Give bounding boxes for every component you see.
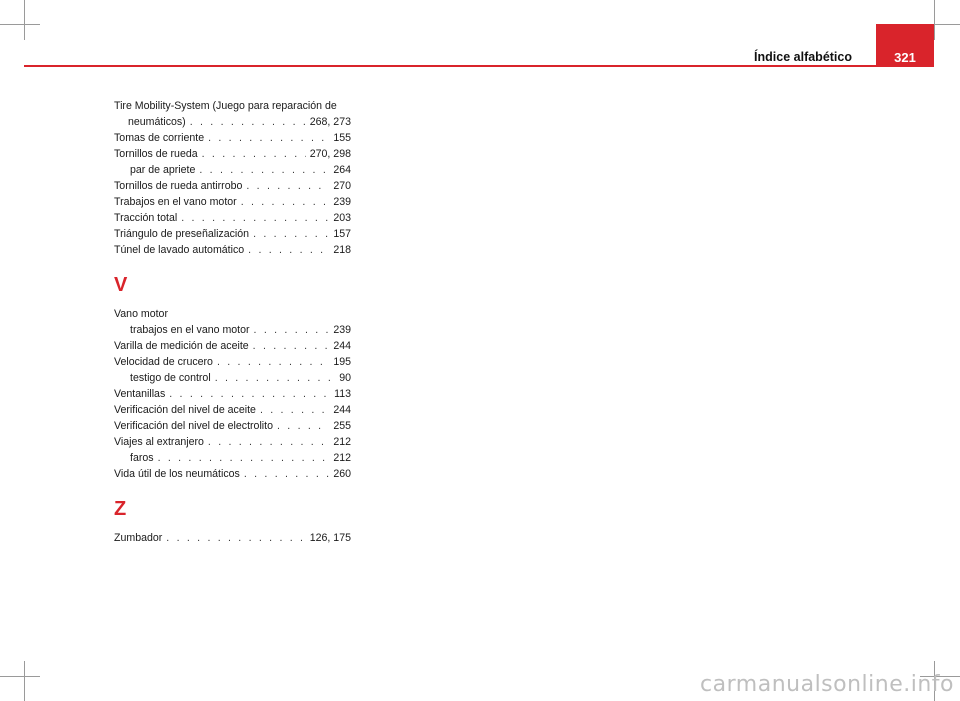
index-entry: Viajes al extranjero . . . 212 [114, 434, 351, 450]
crop-mark [934, 0, 935, 40]
page-ref: 218 [333, 244, 351, 256]
page-ref: 126, 175 [309, 532, 351, 544]
page-ref: 260 [333, 468, 351, 480]
index-subentry: faros . . . 212 [114, 450, 351, 466]
index-entry: Verificación del nivel de electrolito . . . 255 [114, 418, 351, 434]
page-ref: 270, 298 [309, 148, 351, 160]
index-entry: Vano motor [114, 308, 168, 320]
page-number-tab [876, 24, 934, 67]
page-ref: 239 [333, 196, 351, 208]
page-number: 321 [894, 50, 916, 65]
page-title: Índice alfabético [754, 50, 852, 64]
page-ref: 264 [333, 164, 351, 176]
page-ref: 113 [334, 388, 351, 400]
crop-mark [0, 24, 40, 25]
index-entry: Triángulo de preseñalización . . . 157 [114, 226, 351, 242]
page-ref: 157 [333, 228, 351, 240]
section-letter: Z [114, 498, 127, 520]
index-list-t [114, 130, 351, 258]
index-entry: Tomas de corriente . . . 155 [114, 130, 351, 146]
page-ref: 155 [333, 132, 351, 144]
page-ref: 244 [333, 340, 351, 352]
page-ref: 212 [333, 452, 351, 464]
index-entry: Vida útil de los neumáticos . . . 260 [114, 466, 351, 482]
index-entry-continuation: neumáticos) . . . 268, 273 [114, 114, 351, 130]
index-column [114, 98, 351, 546]
crop-mark [0, 676, 40, 677]
index-entry: Túnel de lavado automático . . . 218 [114, 242, 351, 258]
index-entry: Ventanillas . . . 113 [114, 386, 351, 402]
index-list-z [114, 530, 351, 546]
index-entry: Trabajos en el vano motor . . . 239 [114, 194, 351, 210]
index-entry: Velocidad de crucero . . . 195 [114, 354, 351, 370]
crop-mark [24, 661, 25, 701]
index-entry: Verificación del nivel de aceite . . . 244 [114, 402, 351, 418]
index-subentry: testigo de control . . . 90 [114, 370, 351, 386]
section-letter: V [114, 274, 128, 296]
page-ref: 255 [333, 420, 351, 432]
page-ref: 239 [333, 324, 351, 336]
index-subentry: trabajos en el vano motor . . . 239 [114, 322, 351, 338]
index-entry: Zumbador . . . 126, 175 [114, 530, 351, 546]
index-entry: Tornillos de rueda . . . 270, 298 [114, 146, 351, 162]
page-ref: 90 [339, 372, 351, 384]
index-list-v [114, 306, 351, 482]
page-ref: 244 [333, 404, 351, 416]
crop-mark [24, 0, 25, 40]
watermark: carmanualsonline.info [700, 672, 954, 697]
page-ref: 212 [333, 436, 351, 448]
page-ref: 270 [333, 180, 351, 192]
index-entry: Tire Mobility-System (Juego para reparación de [114, 100, 337, 112]
index-entry: Tracción total . . . 203 [114, 210, 351, 226]
index-entry: Tornillos de rueda antirrobo . . . 270 [114, 178, 351, 194]
index-subentry: par de apriete . . . 264 [114, 162, 351, 178]
page-ref: 203 [333, 212, 351, 224]
header-rule [24, 65, 934, 67]
index-entry: Varilla de medición de aceite . . . 244 [114, 338, 351, 354]
page-ref: 195 [333, 356, 351, 368]
